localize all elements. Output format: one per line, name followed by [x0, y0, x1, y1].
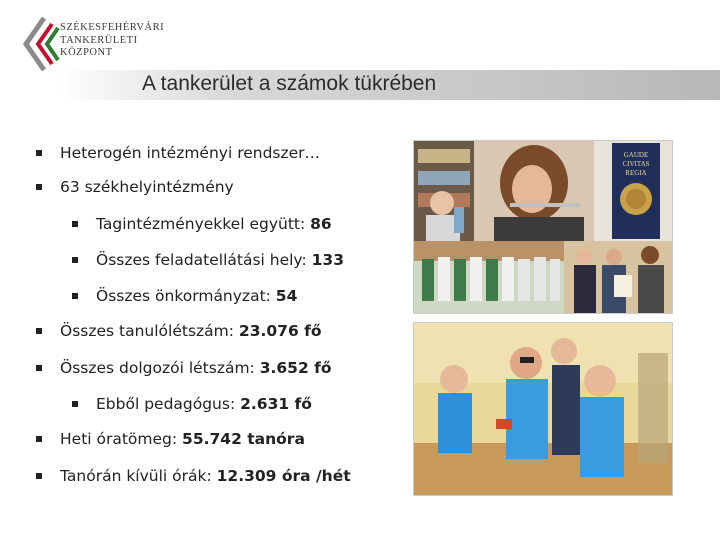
bullet-value: 86 [310, 215, 332, 233]
bullet-value: 3.652 fő [259, 359, 332, 377]
bullet-text: Heterogén intézményi rendszer… [60, 144, 321, 162]
bullet-value: 133 [311, 251, 344, 269]
bullet-square-icon [36, 184, 42, 190]
logo-line-3: KÖZPONT [60, 47, 113, 58]
page-title: A tankerület a számok tükrében [142, 72, 437, 95]
logo-line-2: TANKERÜLETI [60, 34, 138, 46]
bullet-item [60, 430, 305, 448]
bullet-text: Összes dolgozói létszám: [60, 359, 260, 377]
bullet-item [60, 178, 234, 196]
bullet-item [60, 467, 351, 485]
bullet-value: 2.631 fő [240, 395, 312, 413]
bullet-text: Ebből pedagógus: [96, 395, 241, 413]
bullet-text: Heti óratömeg: [60, 430, 183, 448]
banner-line-3: REGIA [625, 169, 647, 177]
bullet-square-icon [72, 257, 78, 263]
bullet-item [96, 287, 297, 305]
bullet-square-icon [36, 150, 42, 156]
banner-line-2: CIVITAS [622, 160, 650, 168]
logo-line-1: SZÉKESFEHÉRVÁRI [60, 22, 165, 33]
bullet-item [60, 359, 332, 377]
bullet-item [96, 395, 312, 413]
bullet-text: Tanórán kívüli órák: [60, 467, 217, 485]
bullet-item [60, 144, 320, 162]
students-game-photo [413, 322, 673, 496]
bullet-square-icon [72, 293, 78, 299]
banner-line-1: GAUDE [623, 151, 649, 159]
bullet-text: Összes önkormányzat: [96, 287, 276, 305]
bullet-square-icon [36, 473, 42, 479]
school-collage-photo [413, 140, 673, 314]
bullet-square-icon [72, 221, 78, 227]
bullet-square-icon [72, 401, 78, 407]
logo-text [60, 22, 164, 60]
bullet-value: 23.076 fő [238, 322, 322, 340]
bullet-text: Tagintézményekkel együtt: [96, 215, 311, 233]
bullet-square-icon [36, 436, 42, 442]
bullet-item [60, 322, 322, 340]
bullet-value: 12.309 óra /hét [216, 467, 351, 485]
bullet-text: Összes tanulólétszám: [60, 322, 239, 340]
bullet-square-icon [36, 365, 42, 371]
bullet-value: 55.742 tanóra [182, 430, 305, 448]
bullet-text: 63 székhelyintézmény [60, 178, 234, 196]
bullet-item [96, 251, 344, 269]
bullet-item [96, 215, 332, 233]
bullet-text: Összes feladatellátási hely: [96, 251, 312, 269]
bullet-value: 54 [275, 287, 298, 305]
bullet-square-icon [36, 328, 42, 334]
